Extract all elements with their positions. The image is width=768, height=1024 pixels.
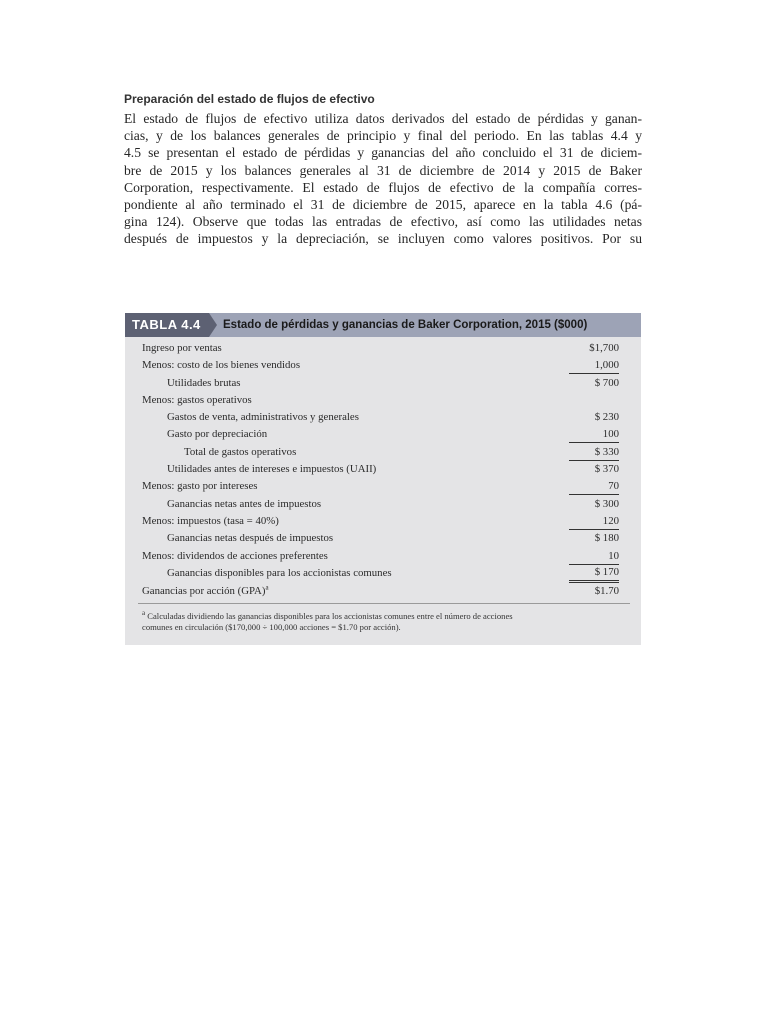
row-label: Ganancias disponibles para los accionistas comunes bbox=[167, 566, 392, 579]
table-row bbox=[125, 548, 641, 565]
footnote-line: Calculadas dividiendo las ganancias disponibles para los accionistas comunes entre el número de acciones bbox=[147, 611, 513, 621]
eps-label bbox=[142, 583, 269, 600]
paragraph-line: 4.5 se presentan el estado de pérdidas y ganancias del año concluido el 31 de diciem- bbox=[124, 145, 642, 161]
row-label: Menos: dividendos de acciones preferentes bbox=[142, 549, 328, 562]
row-value: $ 180 bbox=[594, 532, 619, 545]
row-value: $ 330 bbox=[569, 444, 619, 461]
row-label: Ganancias netas después de impuestos bbox=[167, 532, 334, 545]
table-row-eps bbox=[125, 583, 641, 600]
table-row bbox=[125, 478, 641, 495]
paragraph-line: gina 124). Observe que todas las entradas de efectivo, así como las utilidades netas bbox=[124, 214, 642, 230]
footnote-divider bbox=[138, 603, 630, 604]
row-value: $ 230 bbox=[594, 411, 619, 424]
row-value: 70 bbox=[569, 478, 619, 495]
paragraph-line: bre de 2015 y los balances generales al 31 de diciembre de 2014 y 2015 de Baker bbox=[124, 162, 642, 178]
row-label: Total de gastos operativos bbox=[184, 445, 297, 458]
row-label: Gastos de venta, administrativos y generales bbox=[167, 411, 359, 424]
table-row bbox=[125, 461, 641, 478]
income-statement-table bbox=[125, 313, 641, 645]
table-row bbox=[125, 565, 641, 582]
paragraph-line: El estado de flujos de efectivo utiliza datos derivados del estado de pérdidas y ganan- bbox=[124, 111, 642, 126]
paragraph-line: cias, y de los balances generales de principio y final del periodo. En las tablas 4.4 y bbox=[124, 128, 642, 144]
row-label: Menos: costo de los bienes vendidos bbox=[142, 359, 301, 372]
row-value: 1,000 bbox=[569, 357, 619, 374]
row-label: Ganancias netas antes de impuestos bbox=[167, 497, 322, 510]
table-title: Estado de pérdidas y ganancias de Baker Corporation, 2015 ($000) bbox=[223, 319, 588, 331]
table-row bbox=[125, 513, 641, 530]
row-value: $ 300 bbox=[594, 497, 619, 510]
row-label: Utilidades antes de intereses e impuestos (UAII) bbox=[167, 463, 377, 476]
eps-label-text: Ganancias por acción (GPA) bbox=[142, 585, 266, 598]
table-row bbox=[125, 409, 641, 426]
footnote-line: comunes en circulación ($170,000 ÷ 100,000 acciones = $1.70 por acción). bbox=[142, 622, 401, 632]
table-row bbox=[125, 357, 641, 374]
section-heading: Preparación del estado de flujos de efectivo bbox=[124, 92, 375, 106]
table-row bbox=[125, 392, 641, 409]
row-value: 120 bbox=[569, 513, 619, 530]
table-row bbox=[125, 375, 641, 392]
table-header bbox=[125, 313, 641, 337]
row-label: Menos: gastos operativos bbox=[142, 393, 252, 406]
table-row bbox=[125, 530, 641, 547]
paragraph-line: pondiente al año terminado el 31 de diciembre de 2015, aparece en la tabla 4.6 (pá- bbox=[124, 197, 642, 213]
row-label: Utilidades brutas bbox=[167, 376, 241, 389]
row-value: 10 bbox=[569, 548, 619, 565]
table-rows bbox=[125, 340, 641, 600]
row-label: Menos: gasto por intereses bbox=[142, 480, 258, 493]
row-value: $ 170 bbox=[569, 565, 619, 583]
eps-footnote-marker: a bbox=[265, 583, 269, 592]
table-row bbox=[125, 340, 641, 357]
paragraph-line: Corporation, respectivamente. El estado de flujos de efectivo de la compañía corres- bbox=[124, 179, 642, 195]
row-label: Gasto por depreciación bbox=[167, 428, 268, 441]
eps-value: $1.70 bbox=[594, 585, 619, 598]
footnote-marker: a bbox=[142, 609, 146, 618]
row-label: Ingreso por ventas bbox=[142, 342, 222, 354]
table-number-tag: TABLA 4.4 bbox=[125, 313, 209, 337]
table-row bbox=[125, 444, 641, 461]
table-row bbox=[125, 496, 641, 513]
row-value: 100 bbox=[569, 426, 619, 443]
row-value: $1,700 bbox=[589, 342, 619, 354]
table-row bbox=[125, 426, 641, 443]
row-label: Menos: impuestos (tasa = 40%) bbox=[142, 514, 279, 527]
row-value: $ 700 bbox=[594, 376, 619, 389]
row-value: $ 370 bbox=[594, 463, 619, 476]
table-footnote bbox=[142, 611, 622, 633]
paragraph-line: después de impuestos y la depreciación, se incluyen como valores positivos. Por su bbox=[124, 231, 642, 247]
body-paragraph bbox=[124, 110, 642, 248]
